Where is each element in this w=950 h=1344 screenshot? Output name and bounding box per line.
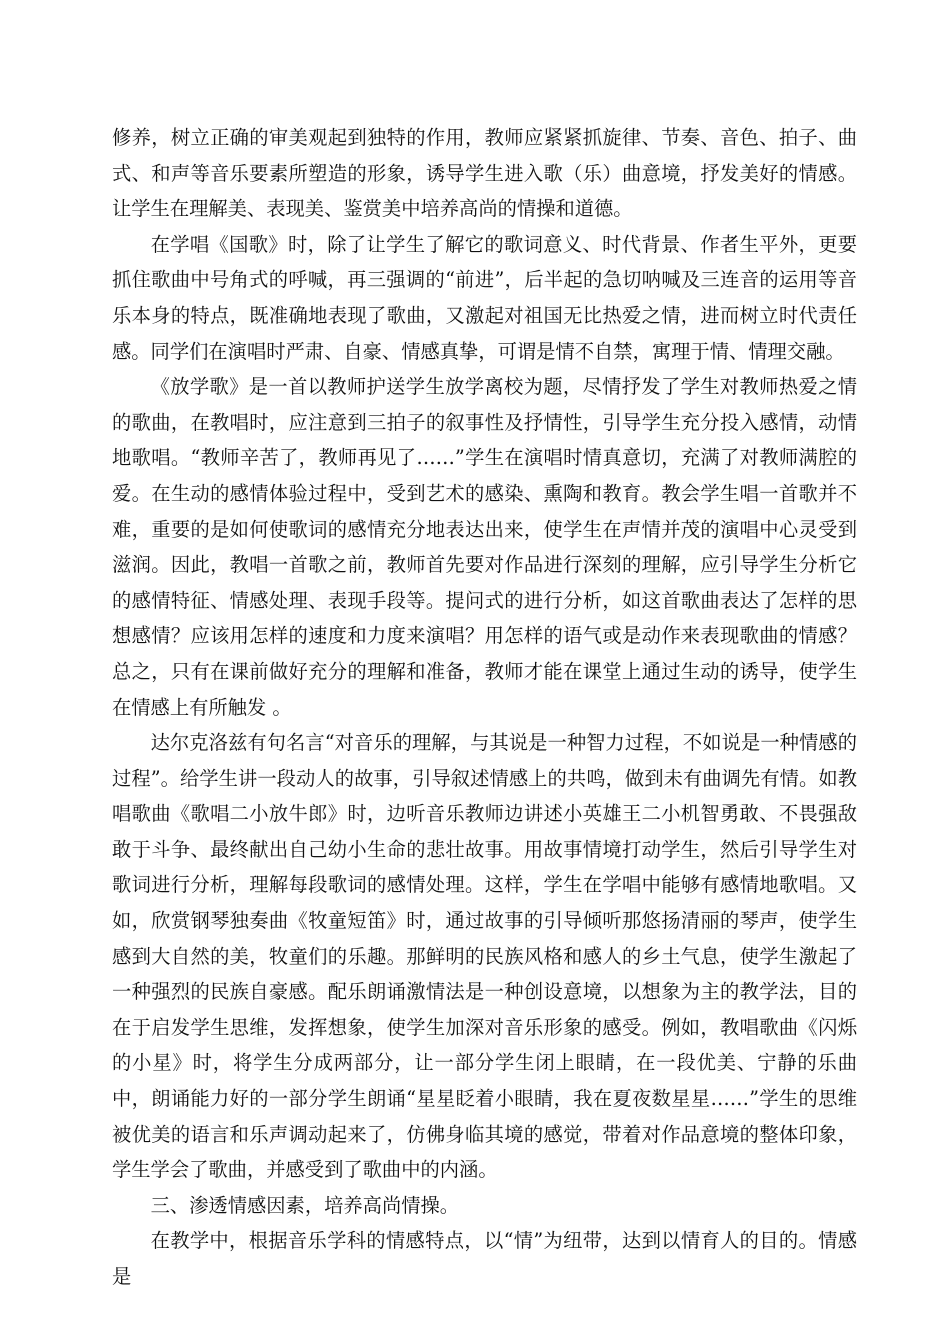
paragraph-1: 修养，树立正确的审美观起到独特的作用，教师应紧紧抓旋律、节奏、音色、拍子、曲式、和声等音乐要素所塑造的形象，诱导学生进入歌（乐）曲意境，抒发美好的情感。让学生在理解美、表现美、鉴赏美中培养高尚的情操和道德。 [112,126,857,221]
document-body [112,120,857,1295]
paragraph-5: 在教学中，根据音乐学科的情感特点，以“情”为纽带，达到以情育人的目的。情感是 [112,1229,857,1288]
paragraph-2: 在学唱《国歌》时，除了让学生了解它的歌词意义、时代背景、作者生平外，更要抓住歌曲中号角式的呼喊，再三强调的“前进”，后半起的急切呐喊及三连音的运用等音乐本身的特点，既准确地表现了歌曲，又激起对祖国无比热爱之情，进而树立时代责任感。同学们在演唱时严肃、自豪、情感真挚，可谓是情不自禁，寓理于情、情理交融。 [112,232,857,363]
paragraph-3: 《放学歌》是一首以教师护送学生放学离校为题，尽情抒发了学生对教师热爱之情的歌曲，在教唱时，应注意到三拍子的叙事性及抒情性，引导学生充分投入感情，动情地歌唱。“教师辛苦了，教师再见了……”学生在演唱时情真意切，充满了对教师满腔的爱。在生动的感情体验过程中，受到艺术的感染、熏陶和教育。教会学生唱一首歌并不难，重要的是如何使歌词的感情充分地表达出来，使学生在声情并茂的演唱中心灵受到滋润。因此，教唱一首歌之前，教师首先要对作品进行深刻的理解，应引导学生分析它的感情特征、情感处理、表现手段等。提问式的进行分析，如这首歌曲表达了怎样的思想感情？应该用怎样的速度和力度来演唱？用怎样的语气或是动作来表现歌曲的情感？总之，只有在课前做好充分的理解和准备，教师才能在课堂上通过生动的诱导，使学生在情感上有所触发 。 [112,375,857,719]
section-heading: 三、渗透情感因素，培养高尚情操。 [150,1193,460,1217]
paragraph-4: 达尔克洛兹有句名言“对音乐的理解，与其说是一种智力过程，不如说是一种情感的过程”。给学生讲一段动人的故事，引导叙述情感上的共鸣，做到未有曲调先有情。如教唱歌曲《歌唱二小放牛郎》时，边听音乐教师边讲述小英雄王二小机智勇敢、不畏强敌敢于斗争、最终献出自己幼小生命的悲壮故事。用故事情境打动学生，然后引导学生对歌词进行分析，理解每段歌词的感情处理。这样，学生在学唱中能够有感情地歌唱。又如，欣赏钢琴独奏曲《牧童短笛》时，通过故事的引导倾听那悠扬清丽的琴声，使学生感到大自然的美，牧童们的乐趣。那鲜明的民族风格和感人的乡土气息，使学生激起了一种强烈的民族自豪感。配乐朗诵激情法是一种创设意境，以想象为主的教学法，目的在于启发学生思维，发挥想象，使学生加深对音乐形象的感受。例如，教唱歌曲《闪烁的小星》时，将学生分成两部分，让一部分学生闭上眼睛，在一段优美、宁静的乐曲中，朗诵能力好的一部分学生朗诵“星星眨着小眼睛，我在夏夜数星星……”学生的思维被优美的语言和乐声调动起来了，仿佛身临其境的感觉，带着对作品意境的整体印象，学生学会了歌曲，并感受到了歌曲中的内涵。 [112,731,857,1182]
